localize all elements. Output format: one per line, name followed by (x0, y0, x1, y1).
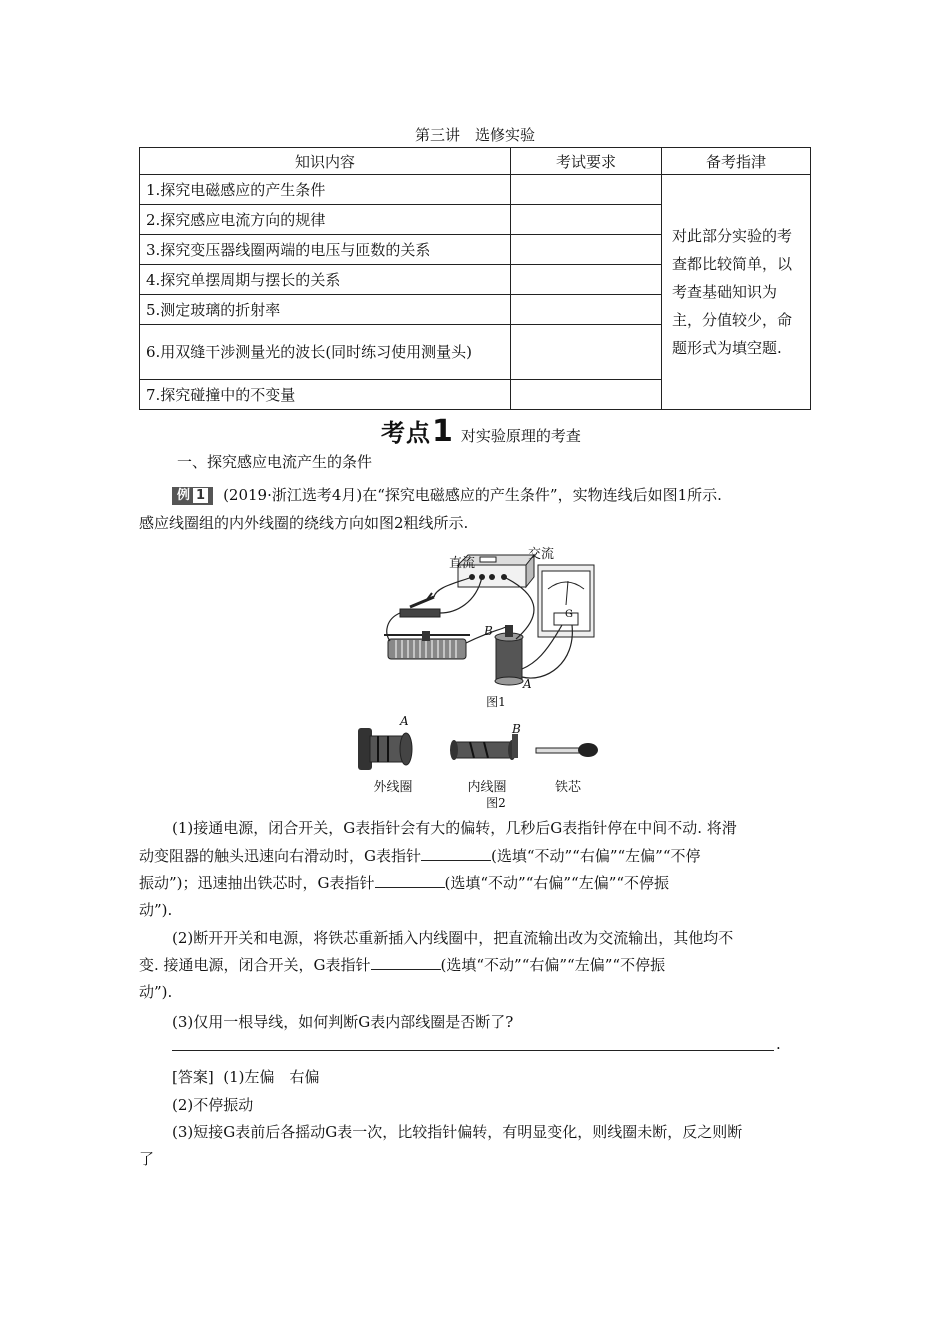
answer-line-4: 了 (139, 1150, 155, 1168)
label-g: G (565, 609, 573, 620)
item-cell: 7.探究碰撞中的不变量 (140, 380, 511, 410)
table-row (140, 175, 811, 205)
guide-cell: 对此部分实验的考查都比较简单，以考查基础知识为主，分值较少，命题形式为填空题. (662, 175, 811, 410)
q2-line-2: 变. 接通电源，闭合开关，G表指针 (选填“不动”“右偏”“左偏”“不停振 (139, 956, 666, 974)
item-cell: 4.探究单摆周期与摆长的关系 (140, 265, 511, 295)
item-cell: 5.测定玻璃的折射率 (140, 295, 511, 325)
q3-answer-line[interactable] (172, 1050, 774, 1051)
example-badge: 例 1 (172, 487, 213, 505)
part-outer-coil: 外线圈 (373, 780, 413, 795)
answer-line-1: [答案] (1)左偏 右偏 (172, 1068, 320, 1086)
requirements-table (139, 147, 811, 410)
kaodian-title: 对实验原理的考查 (460, 427, 581, 445)
galvanometer-icon (538, 565, 594, 637)
example-text-1: (2019·浙江选考4月)在“探究电磁感应的产生条件”，实物连线后如图1所示. (223, 486, 722, 504)
figure-1-apparatus (376, 543, 616, 695)
coil-icon (495, 625, 523, 685)
rheostat-icon (384, 631, 470, 659)
q1-line-4: 动”). (139, 901, 173, 919)
fig2-label-b: B (512, 722, 521, 736)
q1-line-2: 动变阻器的触头迅速向右滑动时，G表指针 (选填“不动”“右偏”“左偏”“不停 (139, 847, 701, 865)
item-cell: 6.用双缝干涉测量光的波长(同时练习使用测量头) (140, 325, 511, 380)
fig2-label-a: A (400, 714, 409, 728)
col-header-guide: 备考指津 (662, 148, 811, 175)
table-header-row (140, 148, 811, 175)
requirement-cell (511, 295, 662, 325)
q3-line-1: (3)仅用一根导线，如何判断G表内部线圈是否断了? (172, 1013, 514, 1031)
q3-line-end: . (776, 1035, 781, 1053)
figure-2-coils (350, 722, 610, 776)
outer-coil-icon (358, 728, 412, 770)
inner-coil-icon (450, 734, 518, 760)
col-header-content: 知识内容 (140, 148, 511, 175)
page-title: 第三讲 选修实验 (414, 126, 535, 144)
requirement-cell (511, 380, 662, 410)
q2-line-3: 动”). (139, 983, 173, 1001)
requirement-cell (511, 175, 662, 205)
q2-line-1: (2)断开开关和电源，将铁芯重新插入内线圈中，把直流输出改为交流输出，其他均不 (172, 929, 734, 947)
col-header-requirement: 考试要求 (511, 148, 662, 175)
figure-2-caption: 图2 (486, 796, 506, 810)
section-heading: 一、探究感应电流产生的条件 (177, 453, 373, 471)
answer-line-3: (3)短接G表前后各摇动G表一次，比较指针偏转，有明显变化，则线圈未断，反之则断 (172, 1123, 743, 1141)
label-a: A (523, 677, 532, 691)
label-b: B (484, 624, 493, 638)
item-cell: 1.探究电磁感应的产生条件 (140, 175, 511, 205)
answer-line-2: (2)不停振动 (172, 1096, 254, 1114)
kaodian-number: 1 (432, 414, 453, 449)
q1-line-3: 振动”)；迅速抽出铁芯时，G表指针 (选填“不动”“右偏”“左偏”“不停振 (139, 874, 670, 892)
requirement-cell (511, 235, 662, 265)
q1-line-1: (1)接通电源，闭合开关，G表指针会有大的偏转，几秒后G表指针停在中间不动. 将滑 (172, 819, 737, 837)
label-ac: 交流 (528, 547, 555, 562)
item-cell: 2.探究感应电流方向的规律 (140, 205, 511, 235)
item-cell: 3.探究变压器线圈两端的电压与匝数的关系 (140, 235, 511, 265)
requirement-cell (511, 205, 662, 235)
requirement-cell (511, 325, 662, 380)
answer-blank[interactable] (421, 846, 491, 861)
figure-1-caption: 图1 (486, 695, 506, 709)
example-line-1 (172, 481, 722, 510)
kaodian-label: 考点 (381, 419, 431, 447)
part-inner-coil: 内线圈 (467, 780, 507, 795)
part-iron-core: 铁芯 (554, 780, 581, 795)
answer-blank[interactable] (375, 873, 445, 888)
answer-label: [答案] (172, 1068, 214, 1086)
kaodian-heading (381, 413, 581, 449)
answer-blank[interactable] (371, 955, 441, 970)
requirement-cell (511, 265, 662, 295)
label-dc: 直流 (449, 556, 476, 571)
iron-core-icon (536, 743, 598, 757)
example-line-2: 感应线圈组的内外线圈的绕线方向如图2粗线所示. (139, 514, 469, 532)
